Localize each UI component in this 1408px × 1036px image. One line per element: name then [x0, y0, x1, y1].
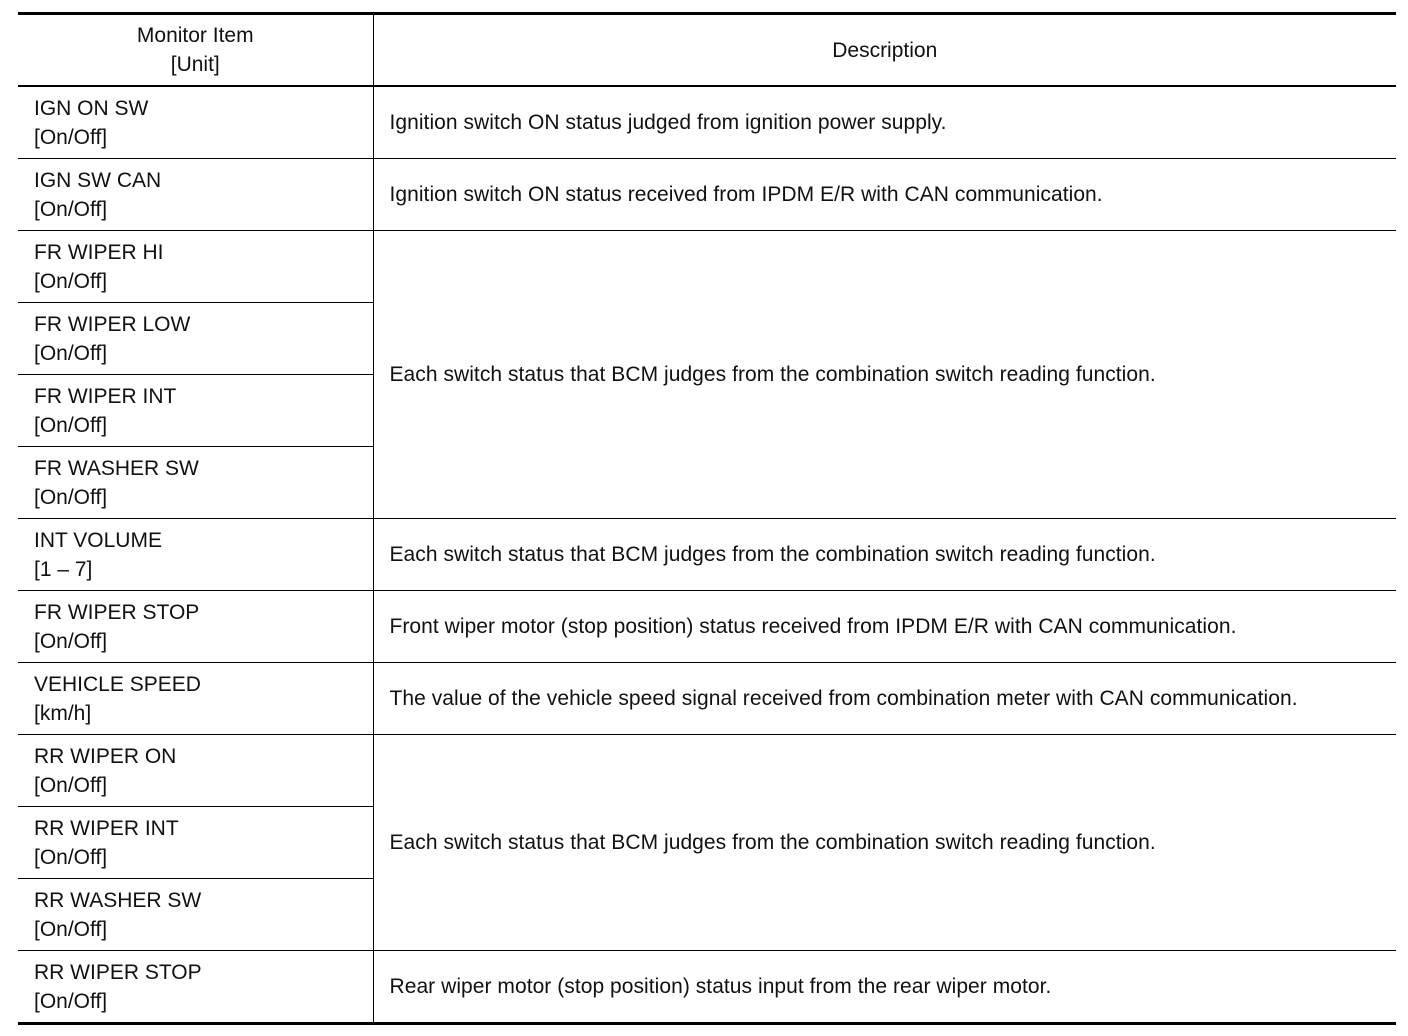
description-cell: Ignition switch ON status judged from ignition power supply.: [389, 111, 947, 134]
monitor-item-cell: [18, 231, 373, 303]
monitor-item-cell: [18, 159, 373, 231]
monitor-item-cell: [18, 447, 373, 519]
table-header: [18, 14, 1396, 87]
monitor-item-cell: [18, 663, 373, 735]
monitor-item-unit: [On/Off]: [34, 989, 108, 1013]
table-row: [18, 86, 1396, 159]
table-row: [18, 591, 1396, 663]
monitor-item-unit: [On/Off]: [34, 125, 108, 149]
monitor-item-name: INT VOLUME: [34, 528, 162, 552]
table-row: [18, 735, 1396, 807]
monitor-item-name: IGN ON SW: [34, 96, 149, 120]
monitor-item-unit: [On/Off]: [34, 845, 108, 869]
description-cell: The value of the vehicle speed signal received from combination meter with CAN communication.: [373, 663, 1396, 735]
monitor-item-name: RR WIPER ON: [34, 744, 177, 768]
monitor-item-cell: [18, 807, 373, 879]
monitor-item-unit: [On/Off]: [34, 413, 108, 437]
table-body: [18, 86, 1396, 1024]
table-row: [18, 951, 1396, 1024]
monitor-item-unit: [On/Off]: [34, 773, 108, 797]
monitor-item-unit: [On/Off]: [34, 917, 108, 941]
monitor-item-name: RR WIPER INT: [34, 816, 179, 840]
monitor-item-unit: [On/Off]: [34, 197, 108, 221]
description-cell-merged: Each switch status that BCM judges from the combination switch reading function.: [373, 231, 1396, 519]
monitor-item-unit: [On/Off]: [34, 485, 108, 509]
monitor-item-cell: [18, 375, 373, 447]
monitor-item-name: RR WASHER SW: [34, 888, 202, 912]
monitor-item-name: FR WASHER SW: [34, 456, 199, 480]
monitor-item-name: VEHICLE SPEED: [34, 672, 201, 696]
description-cell-merged: Each switch status that BCM judges from the combination switch reading function.: [373, 735, 1396, 951]
monitor-item-table: [18, 12, 1396, 1025]
monitor-item-unit: [km/h]: [34, 701, 92, 725]
table-row: [18, 231, 1396, 303]
header-monitor-item-label: Monitor Item: [136, 24, 254, 47]
header-monitor-item: [18, 14, 373, 87]
table-row: [18, 663, 1396, 735]
monitor-item-cell: [18, 735, 373, 807]
monitor-item-cell: [18, 951, 373, 1024]
description-cell: Each switch status that BCM judges from the combination switch reading function.: [373, 519, 1396, 591]
monitor-item-unit: [On/Off]: [34, 629, 108, 653]
header-row: [18, 14, 1396, 87]
monitor-item-cell: [18, 591, 373, 663]
monitor-item-name: FR WIPER STOP: [34, 600, 200, 624]
table-row: [18, 519, 1396, 591]
monitor-item-cell: [18, 519, 373, 591]
monitor-item-cell: [18, 86, 373, 159]
description-cell: Rear wiper motor (stop position) status input from the rear wiper motor.: [373, 951, 1396, 1024]
description-cell: Front wiper motor (stop position) status received from IPDM E/R with CAN communication.: [373, 591, 1396, 663]
monitor-item-unit: [1 – 7]: [34, 557, 93, 581]
monitor-item-name: FR WIPER LOW: [34, 312, 191, 336]
monitor-item-name: FR WIPER INT: [34, 384, 177, 408]
monitor-item-unit: [On/Off]: [34, 341, 108, 365]
header-description: Description: [373, 14, 1396, 87]
table-row: [18, 159, 1396, 231]
monitor-item-name: IGN SW CAN: [34, 168, 162, 192]
description-cell: Ignition switch ON status received from IPDM E/R with CAN communication.: [373, 159, 1396, 231]
monitor-item-name: FR WIPER HI: [34, 240, 164, 264]
monitor-item-cell: [18, 303, 373, 375]
header-unit-label: [Unit]: [170, 53, 220, 76]
monitor-item-cell: [18, 879, 373, 951]
monitor-item-name: RR WIPER STOP: [34, 960, 202, 984]
monitor-item-unit: [On/Off]: [34, 269, 108, 293]
